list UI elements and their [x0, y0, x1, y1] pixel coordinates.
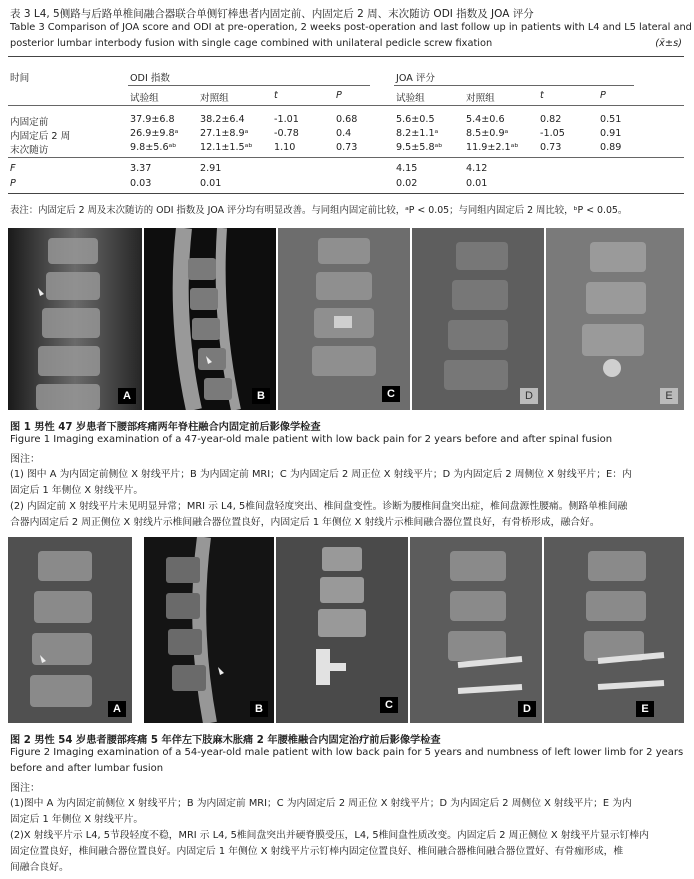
figure1-caption-en: Figure 1 Imaging examination of a 47-year-old male patient with low back pain for 2 years before and after spinal fusion: [10, 434, 613, 445]
lateral-xray-image: [8, 537, 132, 723]
table-cell: 0.89: [600, 142, 622, 153]
table-title-cn: 表 3 L4, 5侧路与后路单椎间融合器联合单侧钉棒患者内固定前、内固定后 2 周、末次随访 ODI 指数及 JOA 评分: [10, 8, 534, 20]
figure1-panel-b-label: B: [252, 388, 270, 404]
table-cell: -0.78: [274, 128, 299, 139]
table-stat-label: P: [10, 178, 16, 189]
table-cell: 26.9±9.8ᵃ: [130, 128, 179, 139]
figure2-panel-c-label: C: [380, 697, 398, 713]
table-bottom-rule: [8, 193, 684, 194]
table-mid-rule: [8, 157, 684, 158]
figure2-caption-cn: 图 2 男性 54 岁患者腰部疼痛 5 年伴左下肢麻木胀痛 2 年腰椎融合内固定治疗前后影像学检查: [10, 735, 441, 746]
table-cell: 0.73: [336, 142, 358, 153]
figure2-note-2c: 间融合良好。: [10, 862, 69, 873]
table-title-en-line1: Table 3 Comparison of JOA score and ODI at pre-operation, 2 weeks post-operation and last follow up in patients with L4 and L5 lateral and: [10, 22, 692, 33]
table-cell: 0.82: [540, 114, 562, 125]
table-group-odi: ODI 指数: [130, 73, 171, 84]
figure1-caption-cn: 图 1 男性 47 岁患者下腰部疼痛两年脊柱融合内固定前后影像学检查: [10, 422, 321, 433]
table-cell: 4.12: [466, 163, 488, 174]
table-cell: 12.1±1.5ᵃᵇ: [200, 142, 253, 153]
figure2-panel-b: [144, 537, 274, 723]
mri-image: [144, 537, 274, 723]
table-cell: 27.1±8.9ᵃ: [200, 128, 249, 139]
table-title-en-line2: posterior lumbar interbody fusion with single cage combined with unilateral pedicle screw fixation: [10, 38, 493, 49]
table-group-joa: JOA 评分: [396, 73, 436, 84]
figure2-panel-a: [8, 537, 132, 723]
figure1-panel-e-label: E: [660, 388, 678, 404]
table-subheader: 对照组: [466, 93, 495, 104]
table-cell: 0.73: [540, 142, 562, 153]
table-header-time: 时间: [10, 73, 30, 84]
figure1-panel-d-label: D: [520, 388, 538, 404]
table-cell: 9.8±5.6ᵃᵇ: [130, 142, 177, 153]
figure2-note-2b: 固定位置良好，椎间融合器位置良好。内固定后 1 年侧位 X 射线平片示钉棒内固定位置良好、椎间融合器椎间融合器位置好、有骨痂形成，椎: [10, 846, 624, 857]
table-cell: 38.2±6.4: [200, 114, 245, 125]
table-cell: 0.68: [336, 114, 358, 125]
table-cell: 0.02: [396, 178, 418, 189]
figure2-caption-en-line2: before and after lumbar fusion: [10, 763, 164, 774]
table-cell: 0.91: [600, 128, 622, 139]
table-row-label: 内固定前: [10, 117, 49, 128]
table-note: 表注：内固定后 2 周及末次随访的 ODI 指数及 JOA 评分均有明显改善。与同组内固定前比较，ᵃP < 0.05；与同组内固定后 2 周比较，ᵇP < 0.05。: [10, 205, 628, 216]
figure2-note-label: 图注：: [10, 783, 40, 794]
table-subheader: 试验组: [130, 93, 159, 104]
figure2-note-1: (1)图中 A 为内固定前侧位 X 射线平片；B 为内固定前 MRI；C 为内固定后 2 周正位 X 射线平片；D 为内固定后 2 周侧位 X 射线平片；E 为内: [10, 798, 632, 809]
table-header-rule: [8, 105, 684, 106]
table-cell: 37.9±6.8: [130, 114, 175, 125]
figure1-note-1b: 固定后 1 年侧位 X 射线平片。: [10, 485, 144, 496]
table-row-label: 末次随访: [10, 145, 49, 156]
table-subheader: P: [336, 90, 342, 101]
figure2-panel-d-label: D: [518, 701, 536, 717]
table-subheader: t: [274, 90, 278, 101]
table-subheader: t: [540, 90, 544, 101]
figure2-panel-b-label: B: [250, 701, 268, 717]
table-row-label: 内固定后 2 周: [10, 131, 71, 142]
table-cell: 8.5±0.9ᵃ: [466, 128, 509, 139]
figure2-note-2a: (2)X 射线平片示 L4, 5节段轻度不稳，MRI 示 L4, 5椎间盘突出并硬脊膜受压，L4, 5椎间盘性质改变。内固定后 2 周正侧位 X 射线平片显示钉棒内: [10, 830, 649, 841]
figure1-panel-e: [546, 228, 684, 410]
table-cell: 0.03: [130, 178, 152, 189]
lateral-xray-image: [412, 228, 544, 410]
ap-xray-image: [278, 228, 410, 410]
figure1-panel-a: [8, 228, 142, 410]
table-subheader: 试验组: [396, 93, 425, 104]
figure2-caption-en-line1: Figure 2 Imaging examination of a 54-year-old male patient with low back pain for 5 years and numbness of left lower limb for 2 years: [10, 747, 684, 758]
table-top-rule: [8, 56, 684, 57]
figure2-note-1b: 固定后 1 年侧位 X 射线平片。: [10, 814, 144, 825]
table-cell: 11.9±2.1ᵃᵇ: [466, 142, 519, 153]
table-cell: 8.2±1.1ᵃ: [396, 128, 439, 139]
figure1-note-2a: (2) 内固定前 X 射线平片未见明显异常；MRI 示 L4, 5椎间盘轻度突出、椎间盘变性。诊断为腰椎间盘突出症，椎间盘源性腰痛。侧路单椎间融: [10, 501, 628, 512]
lateral-xray-image: [8, 228, 142, 410]
figure1-panel-c-label: C: [382, 386, 400, 402]
table-unit: (x̄±s): [655, 38, 682, 49]
table-cell: -1.01: [274, 114, 299, 125]
table-subheader: 对照组: [200, 93, 229, 104]
ap-xray-image: [276, 537, 408, 723]
table-cell: 2.91: [200, 163, 222, 174]
table-cell: 0.4: [336, 128, 352, 139]
figure2-panel-e-label: E: [636, 701, 654, 717]
table-cell: 0.51: [600, 114, 622, 125]
lateral-xray-image: [410, 537, 542, 723]
table-cell: 1.10: [274, 142, 296, 153]
table-cell: 5.6±0.5: [396, 114, 435, 125]
odi-group-rule: [128, 85, 370, 86]
table-cell: 5.4±0.6: [466, 114, 505, 125]
table-cell: 0.01: [200, 178, 222, 189]
table-subheader: P: [600, 90, 606, 101]
table-cell: 9.5±5.8ᵃᵇ: [396, 142, 443, 153]
lateral-xray-image: [546, 228, 684, 410]
figure1-note-1a: (1) 图中 A 为内固定前侧位 X 射线平片；B 为内固定前 MRI；C 为内固定后 2 周正位 X 射线平片；D 为内固定后 2 周侧位 X 射线平片；E：内: [10, 469, 632, 480]
figure1-note-2b: 合器内固定后 2 周正侧位 X 射线片示椎间融合器位置良好，内固定后 1 年侧位 X 射线片示椎间融合器位置良好，有骨桥形成，融合好。: [10, 517, 600, 528]
joa-group-rule: [394, 85, 634, 86]
figure1-note-label: 图注：: [10, 454, 40, 465]
table-cell: 4.15: [396, 163, 418, 174]
table-cell: -1.05: [540, 128, 565, 139]
lateral-xray-image: [544, 537, 684, 723]
mri-image: [144, 228, 276, 410]
figure1-panel-b: [144, 228, 276, 410]
figure2-panel-a-label: A: [108, 701, 126, 717]
figure1-panel-a-label: A: [118, 388, 136, 404]
table-stat-label: F: [10, 163, 16, 174]
figure2-panel-c: [276, 537, 408, 723]
figure2-panel-e: [544, 537, 684, 723]
figure1-panel-d: [412, 228, 544, 410]
table-cell: 3.37: [130, 163, 152, 174]
figure1-panel-c: [278, 228, 410, 410]
table-cell: 0.01: [466, 178, 488, 189]
figure2-panel-d: [410, 537, 542, 723]
